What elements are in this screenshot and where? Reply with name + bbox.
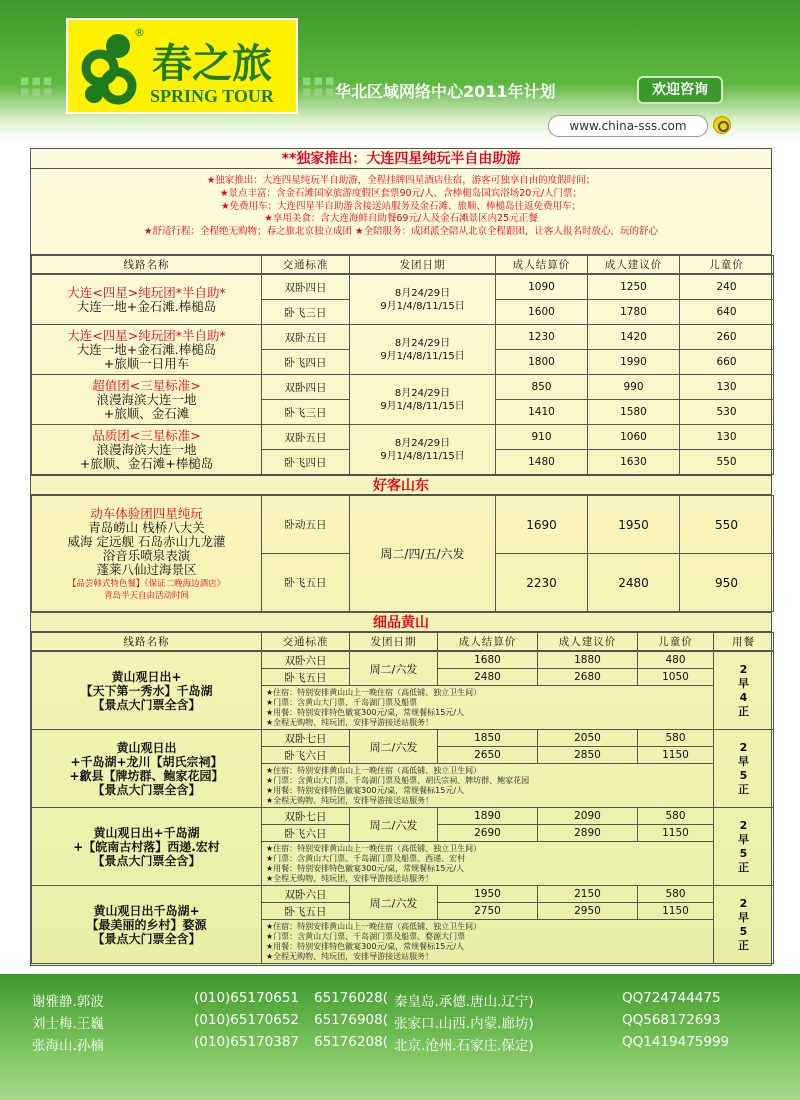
route-name-cell	[32, 808, 262, 886]
search-icon[interactable]	[713, 116, 731, 134]
contact-phone[interactable]: (010)65170652	[194, 1012, 300, 1028]
route-desc: +千岛湖+龙川【胡氏宗祠】	[70, 754, 223, 769]
transport-cell: 双卧七日	[262, 808, 350, 825]
note-line: ★全程无购物、纯玩团，安排导游接送站服务！	[266, 951, 434, 961]
route-desc: 【景点大门票全含】	[92, 697, 201, 712]
contact-row	[32, 1034, 772, 1054]
transport-cell: 双卧四日	[262, 275, 350, 300]
price-settle-cell: 1950	[438, 886, 538, 903]
price-settle-cell: 1680	[438, 652, 538, 669]
shandong-banner: 好客山东	[31, 475, 771, 495]
contact-area: 北京.沧州.石家庄.保定)	[394, 1038, 534, 1054]
col-route: 线路名称	[32, 256, 262, 274]
contact-area: 张家口.山西.内蒙.廊坊)	[394, 1016, 534, 1032]
col-dates: 发团日期	[350, 633, 438, 651]
contact-names: 谢雅静.郭波	[32, 994, 104, 1010]
contact-phone2[interactable]: 65176208(	[314, 1034, 388, 1050]
price-settle-cell: 2650	[438, 747, 538, 764]
price-child-cell: 1050	[638, 669, 714, 686]
note-line: ★全程无购物、纯玩团，安排导游接送站服务！	[266, 795, 434, 805]
transport-cell: 卧飞三日	[262, 400, 350, 425]
consult-button[interactable]: 欢迎咨询	[637, 76, 723, 104]
route-name-cell	[32, 425, 262, 475]
price-child-cell: 260	[680, 325, 774, 350]
price-suggest-cell: 2850	[538, 747, 638, 764]
price-suggest-cell: 1580	[588, 400, 680, 425]
route-name-cell	[32, 375, 262, 425]
route-desc: 大连一地+金石滩.棒槌岛	[76, 341, 217, 357]
transport-cell: 双卧六日	[262, 886, 350, 903]
price-child-cell: 130	[680, 425, 774, 450]
meal-cell: 2 早 5 正	[714, 808, 774, 886]
price-settle-cell: 1850	[438, 730, 538, 747]
col-dates: 发团日期	[350, 256, 496, 274]
dalian-banner: **独家推出：大连四星纯玩半自由助游	[31, 149, 771, 169]
dates-cell: 8月24/29日 9月1/4/8/11/15日	[350, 275, 496, 325]
price-child-cell: 240	[680, 275, 774, 300]
route-desc: 【天下第一秀水】千岛湖	[80, 683, 213, 698]
table-row	[32, 325, 774, 350]
table-row	[32, 808, 774, 825]
website-url[interactable]: www.china-sss.com	[548, 115, 708, 137]
contact-area: 秦皇岛.承德.唐山.辽宁)	[394, 994, 534, 1010]
note-line: ★住宿：特别安排黄山山上一晚住宿（高低铺、独立卫生间）	[266, 843, 482, 853]
meal-cell: 2 早 5 正	[714, 886, 774, 964]
route-note: 【品尝韩式特色餐】《保证二晚海边酒店》	[67, 578, 226, 589]
price-settle-cell: 850	[496, 375, 588, 400]
note-line: ★门票：含黄山大门票、千岛湖门票及船票、胡氏宗祠、牌坊群、鲍家花园	[266, 775, 530, 785]
price-settle-cell: 2690	[438, 825, 538, 842]
route-title: 大连<四星>纯玩团*半自助*	[67, 327, 226, 343]
contact-phone2[interactable]: 65176028(	[314, 990, 388, 1006]
price-suggest-cell: 1250	[588, 275, 680, 300]
table-header-row	[32, 633, 774, 651]
route-desc: +歙县【牌坊群、鲍家花园】	[69, 768, 224, 783]
transport-cell: 卧飞五日	[262, 669, 350, 686]
contact-phone2[interactable]: 65176908(	[314, 1012, 388, 1028]
price-child-cell: 130	[680, 375, 774, 400]
note-line: ★门票：含黄山大门票、千岛湖门票及船票、婺源大门票	[266, 931, 466, 941]
price-suggest-cell: 1060	[588, 425, 680, 450]
price-child-cell: 1150	[638, 825, 714, 842]
shandong-table	[31, 495, 774, 612]
col-route: 线路名称	[32, 633, 262, 651]
price-settle-cell: 1600	[496, 300, 588, 325]
table-row	[32, 730, 774, 747]
table-row	[32, 652, 774, 669]
note-line: ★住宿：特别安排黄山山上一晚住宿（高低铺、独立卫生间）	[266, 765, 482, 775]
transport-cell: 卧飞三日	[262, 300, 350, 325]
price-settle-cell: 1480	[496, 450, 588, 475]
table-row	[32, 886, 774, 903]
route-desc: 黄山观日出千岛湖+	[93, 903, 200, 918]
route-desc: 威海 定远舰 石岛赤山九龙灌	[67, 533, 226, 549]
route-title: 超值团<三星标准>	[92, 377, 201, 393]
contact-phone[interactable]: (010)65170651	[194, 990, 300, 1006]
contact-phone[interactable]: (010)65170387	[194, 1034, 300, 1050]
route-desc: 黄山观日出+千岛湖	[93, 825, 200, 840]
note-line: ★全程无购物、纯玩团，安排导游接送站服务！	[266, 873, 434, 883]
col-transport: 交通标准	[262, 633, 350, 651]
dates-cell: 周二/六发	[350, 886, 438, 920]
dates-cell: 8月24/29日 9月1/4/8/11/15日	[350, 325, 496, 375]
price-settle-cell: 1410	[496, 400, 588, 425]
price-suggest-cell: 1990	[588, 350, 680, 375]
transport-cell: 卧动五日	[262, 496, 350, 554]
price-child-cell: 660	[680, 350, 774, 375]
route-desc: 蓬莱八仙过海景区	[96, 561, 197, 577]
huangshan-banner: 细品黄山	[31, 612, 771, 632]
dates-cell: 周二/六发	[350, 652, 438, 686]
spring-logo-icon	[78, 30, 138, 106]
note-line: ★用餐：特别安排特色徽宴300元/桌，常规餐标15元/人	[266, 785, 465, 795]
note-line: ★全程无购物、纯玩团，安排导游接送站服务！	[266, 717, 434, 727]
note-line: ★用餐：特别安排特色徽宴300元/桌，常规餐标15元/人	[266, 707, 465, 717]
plan-title: 华北区域网络中心2011年计划	[335, 82, 556, 101]
price-settle-cell: 1690	[496, 496, 588, 554]
price-suggest-cell: 2890	[538, 825, 638, 842]
col-adult-settle: 成人结算价	[438, 633, 538, 651]
table-row	[32, 275, 774, 300]
table-row	[32, 375, 774, 400]
price-suggest-cell: 1780	[588, 300, 680, 325]
dalian-routes	[31, 274, 774, 475]
dates-cell: 8月24/29日 9月1/4/8/11/15日	[350, 425, 496, 475]
note-line: ★住宿：特别安排黄山山上一晚住宿（高低铺、独立卫生间）	[266, 921, 482, 931]
route-name-cell	[32, 496, 262, 612]
dates-cell: 周二/六发	[350, 808, 438, 842]
price-child-cell: 1150	[638, 747, 714, 764]
route-desc: 【景点大门票全含】	[92, 782, 201, 797]
price-child-cell: 530	[680, 400, 774, 425]
price-suggest-cell: 2150	[538, 886, 638, 903]
price-settle-cell: 1230	[496, 325, 588, 350]
dates-cell: 8月24/29日 9月1/4/8/11/15日	[350, 375, 496, 425]
meal-cell: 2 早 4 正	[714, 652, 774, 730]
contact-footer	[0, 974, 800, 1100]
intro-line: ★独家推出：大连四星纯玩半自助游，全程挂牌四星酒店住宿，游客可独享自由的度假时间；	[206, 175, 596, 186]
route-name-cell	[32, 730, 262, 808]
intro-line: ★免费用车：大连四星半自助游含接送站服务及金石滩、旅顺、棒槌岛往返免费用车；	[220, 200, 582, 212]
transport-cell: 卧飞四日	[262, 450, 350, 475]
route-desc: 【景点大门票全含】	[92, 931, 201, 946]
route-name-cell	[32, 325, 262, 375]
transport-cell: 双卧五日	[262, 425, 350, 450]
registered-mark: ®	[134, 26, 145, 39]
decor-dots-left: ■■■ ■■■	[20, 76, 55, 98]
route-title: 大连<四星>纯玩团*半自助*	[67, 284, 226, 300]
price-suggest-cell: 2090	[538, 808, 638, 825]
huangshan-routes	[31, 651, 774, 964]
route-desc: 大连一地+金石滩.棒槌岛	[76, 298, 217, 314]
logo	[66, 18, 298, 114]
contact-qq[interactable]: QQ568172693	[622, 1012, 721, 1028]
price-child-cell: 950	[680, 554, 774, 612]
col-child: 儿童价	[638, 633, 714, 651]
note-line: ★门票：含黄山大门票、千岛湖门票及船票	[266, 697, 418, 707]
transport-cell: 卧飞四日	[262, 350, 350, 375]
price-child-cell: 580	[638, 808, 714, 825]
route-desc: 【最美丽的乡村】婺源	[86, 917, 207, 932]
price-suggest-cell: 1630	[588, 450, 680, 475]
notes-cell	[262, 920, 714, 964]
price-settle-cell: 2230	[496, 554, 588, 612]
notes-cell	[262, 686, 714, 730]
col-adult-suggest: 成人建议价	[538, 633, 638, 651]
price-child-cell: 580	[638, 730, 714, 747]
brand-name-en: SPRING TOUR	[150, 86, 274, 106]
contact-qq[interactable]: QQ1419475999	[622, 1034, 730, 1050]
contact-names: 张海山.孙楠	[32, 1038, 104, 1054]
price-settle-cell: 2480	[438, 669, 538, 686]
price-suggest-cell: 2680	[538, 669, 638, 686]
price-suggest-cell: 1950	[588, 496, 680, 554]
note-line: ★用餐：特别安排特色徽宴300元/桌，常规餐标15元/人	[266, 863, 465, 873]
route-desc: 青岛崂山 栈桥八大关	[88, 519, 205, 535]
route-desc: 黄山观日出+	[111, 669, 182, 684]
price-suggest-cell: 2050	[538, 730, 638, 747]
route-desc: +旅顺、金石滩+棒槌岛	[79, 455, 214, 471]
price-settle-cell: 1890	[438, 808, 538, 825]
transport-cell: 双卧五日	[262, 325, 350, 350]
col-adult-settle: 成人结算价	[496, 256, 588, 274]
transport-cell: 双卧七日	[262, 730, 350, 747]
brand-name-cn: 春之旅	[152, 40, 272, 87]
notes-cell	[262, 842, 714, 886]
dalian-intro	[31, 169, 771, 255]
route-name-cell	[32, 886, 262, 964]
note-line: ★用餐：特别安排特色徽宴300元/桌，常规餐标15元/人	[266, 941, 465, 951]
decor-dots-right: ■■■ ■■■	[302, 76, 337, 98]
price-suggest-cell: 2480	[588, 554, 680, 612]
transport-cell: 卧飞五日	[262, 903, 350, 920]
route-name-cell	[32, 275, 262, 325]
intro-line: ★舒适行程：全程绝无购物；春之旅北京独立成团 ★全陪服务：成团派全陪从北京全程跟团，让客人报名时放心，玩的舒心	[143, 226, 659, 238]
transport-cell: 卧飞六日	[262, 825, 350, 842]
price-suggest-cell: 1880	[538, 652, 638, 669]
route-title: 动车体验团四星纯玩	[90, 505, 203, 521]
price-suggest-cell: 2950	[538, 903, 638, 920]
route-desc: 【景点大门票全含】	[92, 853, 201, 868]
route-desc: +旅顺、金石滩	[103, 405, 190, 421]
price-child-cell: 550	[680, 450, 774, 475]
dates-cell: 周二/六发	[350, 730, 438, 764]
price-child-cell: 1150	[638, 903, 714, 920]
notes-cell	[262, 764, 714, 808]
route-desc: 浪漫海滨大连一地	[96, 441, 197, 457]
intro-line: ★享用美食：含大连海鲜自助餐69元/人及金石滩景区内25元正餐	[264, 213, 538, 225]
transport-cell: 双卧六日	[262, 652, 350, 669]
price-settle-cell: 1090	[496, 275, 588, 300]
route-desc: +旅顺一日用车	[103, 355, 190, 371]
contact-names: 刘士梅.王巍	[32, 1016, 104, 1032]
header-bar	[0, 0, 800, 140]
table-header-row	[32, 256, 774, 274]
huangshan-table	[31, 632, 774, 651]
price-suggest-cell: 990	[588, 375, 680, 400]
col-child: 儿童价	[680, 256, 774, 274]
note-line: ★门票：含黄山大门票、千岛湖门票及船票、西递、宏村	[266, 853, 466, 863]
table-row	[32, 496, 774, 554]
route-desc: 浴音乐喷泉表演	[102, 547, 191, 563]
col-transport: 交通标准	[262, 256, 350, 274]
route-desc: +【皖南古村落】西递.宏村	[73, 839, 220, 854]
route-desc: 浪漫海滨大连一地	[96, 391, 197, 407]
price-suggest-cell: 1420	[588, 325, 680, 350]
price-child-cell: 480	[638, 652, 714, 669]
contact-row	[32, 1012, 772, 1032]
price-settle-cell: 1800	[496, 350, 588, 375]
route-name-cell	[32, 652, 262, 730]
note-line: ★住宿：特别安排黄山山上一晚住宿（高低铺、独立卫生间）	[266, 687, 482, 697]
transport-cell: 卧飞六日	[262, 747, 350, 764]
route-title: 品质团<三星标准>	[92, 427, 201, 443]
itinerary-sheet	[30, 148, 772, 966]
price-child-cell: 640	[680, 300, 774, 325]
col-adult-suggest: 成人建议价	[588, 256, 680, 274]
transport-cell: 卧飞五日	[262, 554, 350, 612]
table-row	[32, 425, 774, 450]
dates-cell: 周二/四/五/六发	[350, 496, 496, 612]
price-child-cell: 550	[680, 496, 774, 554]
route-desc: 黄山观日出	[116, 740, 177, 755]
transport-cell: 双卧四日	[262, 375, 350, 400]
intro-line: ★景点丰富：含金石滩国家旅游度假区套票90元/人、含棒槌岛国宾浴场20元/人门票；	[219, 187, 583, 199]
col-meal: 用餐	[714, 633, 774, 651]
price-settle-cell: 2750	[438, 903, 538, 920]
dalian-table	[31, 255, 774, 274]
price-child-cell: 580	[638, 886, 714, 903]
route-note: 青岛半天自由活动时间	[103, 590, 189, 601]
contact-row	[32, 990, 772, 1010]
contact-qq[interactable]: QQ724744475	[622, 990, 721, 1006]
meal-cell: 2 早 5 正	[714, 730, 774, 808]
price-settle-cell: 910	[496, 425, 588, 450]
